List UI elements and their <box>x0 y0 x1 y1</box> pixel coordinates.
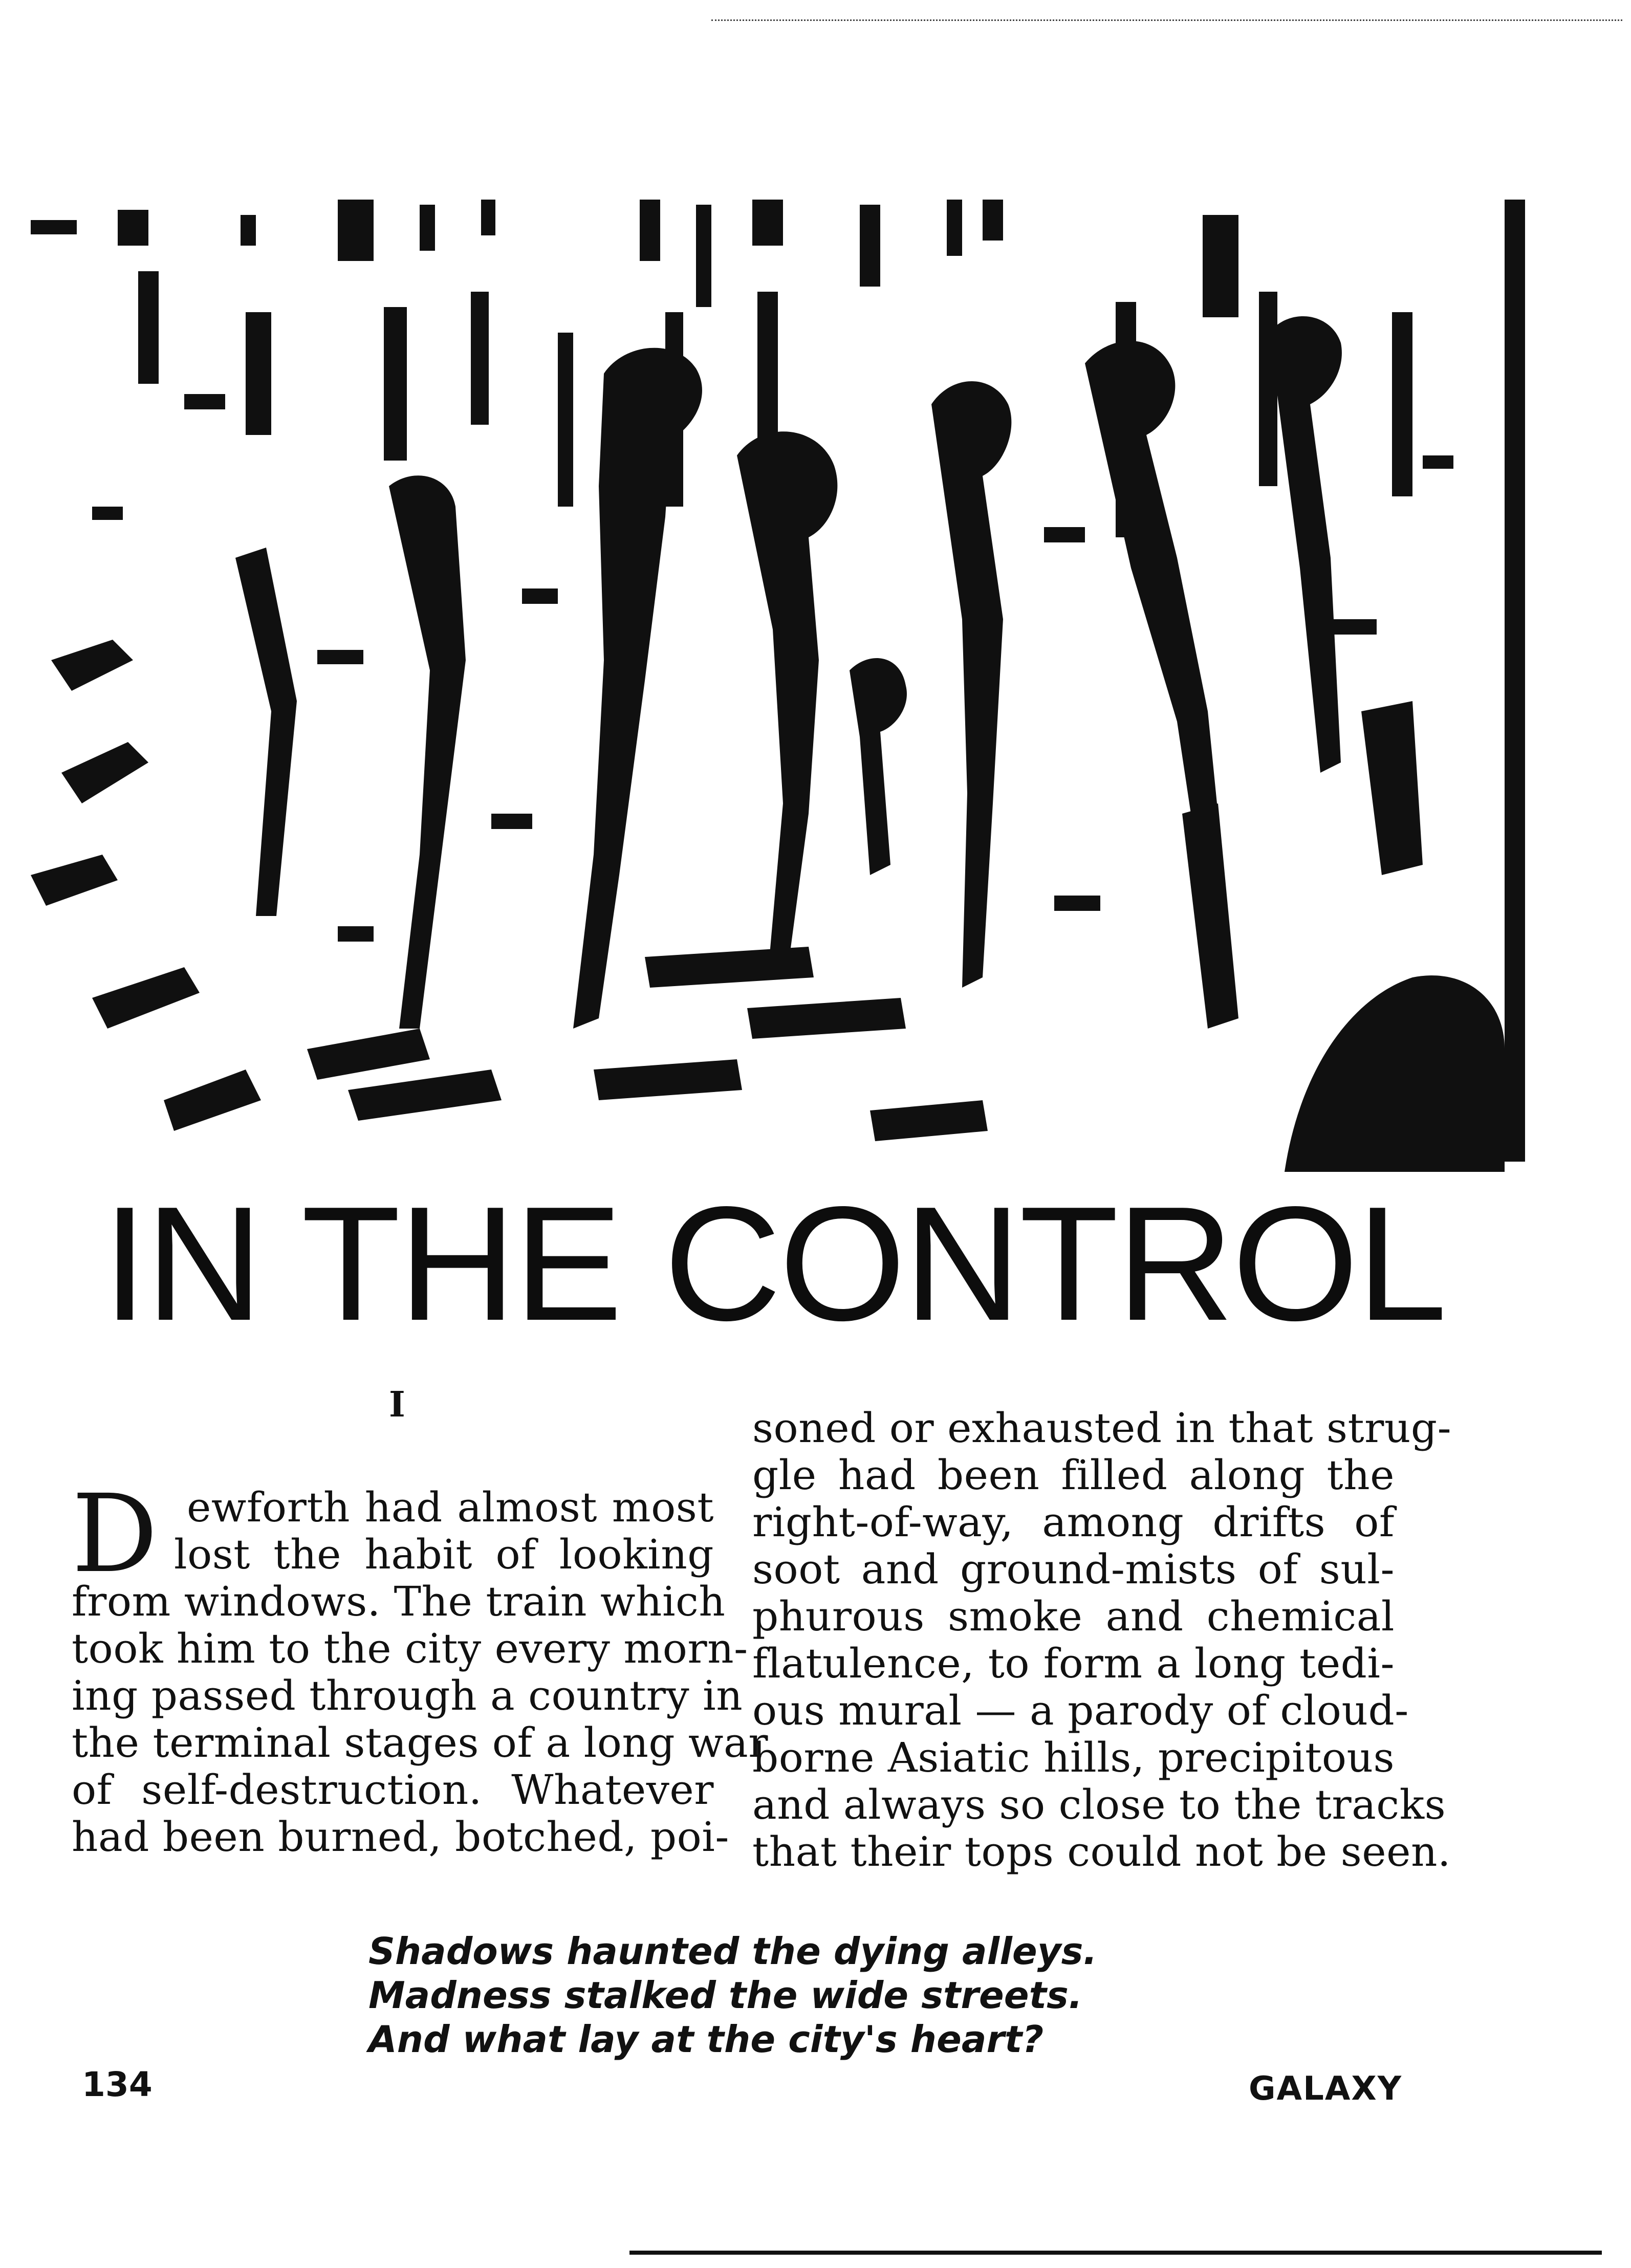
blurb-line: Shadows haunted the dying alleys. <box>368 1930 1097 1973</box>
text-line: had been burned, botched, poi- <box>72 1813 729 1861</box>
text-line: right-of-way, among drifts of <box>752 1498 1395 1546</box>
story-title: IN THE CONTROL <box>102 1173 1445 1355</box>
section-number: I <box>389 1384 405 1425</box>
opening-paragraph <box>72 1471 768 1861</box>
text-line: flatulence, to form a long tedi- <box>752 1640 1395 1687</box>
text-line: from windows. The train which <box>72 1578 726 1625</box>
blurb-line: And what lay at the city's heart? <box>368 2018 1044 2061</box>
text-line: of self-destruction. Whatever <box>72 1766 714 1814</box>
text-line: and always so close to the tracks <box>752 1781 1446 1828</box>
text-line: lost the habit of looking <box>174 1531 714 1578</box>
text-line: ing passed through a country in <box>72 1672 743 1719</box>
story-blurb <box>368 1929 1136 2061</box>
magazine-name: GALAXY <box>1249 2070 1403 2108</box>
left-text-column <box>72 1382 768 1861</box>
crowd-scene-image <box>31 200 1530 1187</box>
bottom-edge-rule <box>629 2251 1602 2255</box>
text-line: soot and ground-mists of sul- <box>752 1545 1395 1593</box>
text-line: soned or exhausted in that strug- <box>752 1404 1452 1452</box>
story-illustration <box>31 200 1530 1187</box>
text-line: phurous smoke and chemical <box>752 1593 1395 1640</box>
text-line: took him to the city every morn- <box>72 1625 748 1672</box>
text-line: that their tops could not be seen. <box>752 1828 1451 1876</box>
text-line: the terminal stages of a long war <box>72 1719 768 1767</box>
right-text-column <box>752 1404 1452 1876</box>
text-line: ous mural — a parody of cloud- <box>752 1687 1409 1734</box>
blurb-line: Madness stalked the wide streets. <box>368 1974 1083 2017</box>
drop-cap: D <box>72 1471 158 1597</box>
text-line: gle had been filled along the <box>752 1451 1395 1499</box>
page-number: 134 <box>82 2065 153 2104</box>
text-line: ewforth had almost most <box>187 1484 714 1531</box>
text-line: borne Asiatic hills, precipitous <box>752 1734 1395 1781</box>
top-edge-rule <box>711 19 1622 23</box>
